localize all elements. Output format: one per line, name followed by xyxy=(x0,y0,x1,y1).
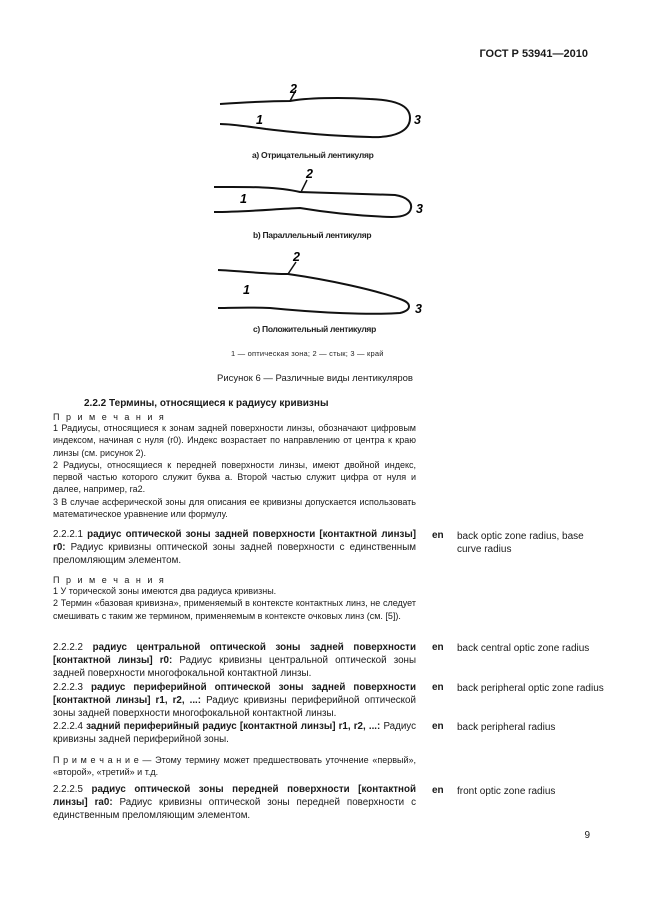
english-equivalent: back optic zone radius, base curve radius xyxy=(457,531,584,555)
standard-code: ГОСТ Р 53941—2010 xyxy=(479,48,588,60)
panel-a-caption: a) Отрицательный лентикуляр xyxy=(252,150,374,160)
figure-title: Рисунок 6 — Различные виды лентикуляров xyxy=(217,373,413,384)
term-2-2-2-5 xyxy=(53,784,416,822)
term-number: 2.2.2.1 xyxy=(53,529,83,540)
panel-b-leader xyxy=(301,180,307,192)
term-definition: Радиус кривизны задней периферийной зоны. xyxy=(53,721,416,745)
term-number: 2.2.2.3 xyxy=(53,682,83,693)
panel-c-label-2: 2 xyxy=(293,250,300,264)
note-item: 2 Термин «базовая кривизна», применяемый в контексте контактных линз, не следует смешивать с таким же термином, применяемым в контексте очковых линз (см. [5]). xyxy=(53,598,416,621)
note-item: 2 Радиусы, относящиеся к передней поверхности линзы, имеют двойной индекс, первой частью которого служит буква a. Второй частью служит цифра от нуля и далее, например, ra2. xyxy=(53,459,416,495)
term-name: радиус центральной оптической зоны задней поверхности [контактной линзы] r0: xyxy=(53,642,416,666)
term-name: радиус оптической зоны задней поверхности [контактной линзы] r0: xyxy=(53,529,416,553)
page-number: 9 xyxy=(584,830,590,841)
panel-c-caption: c) Положительный лентикуляр xyxy=(253,324,376,334)
term-definition: Радиус кривизны оптической зоны задней поверхности с единственным преломляющим элементом. xyxy=(53,541,416,566)
panel-b-label-1: 1 xyxy=(240,192,247,206)
panel-a-label-2: 2 xyxy=(290,82,297,96)
lang-code: en xyxy=(432,642,444,653)
term-name: задний периферийный радиус [контактной линзы] r1, r2, ...: xyxy=(86,721,381,732)
figure-legend: 1 — оптическая зона; 2 — стык; 3 — край xyxy=(231,349,384,358)
panel-a-drawing xyxy=(220,90,410,137)
panel-b-label-3: 3 xyxy=(416,202,423,216)
panel-b-caption: b) Параллельный лентикуляр xyxy=(253,230,372,240)
lenticular-figure xyxy=(0,0,646,370)
term-definition: Радиус кривизны оптической зоны передней поверхности с единственным преломляющим элементом. xyxy=(53,796,416,821)
notes-block-2 xyxy=(53,575,416,622)
term-2-2-2-2 xyxy=(53,642,416,680)
notes-heading: П р и м е ч а н и я xyxy=(53,575,166,585)
note-item: 1 Радиусы, относящиеся к зонам задней поверхности линзы, обозначают цифровым индексом, начиная с нуля (r0). Индекс возрастает по направлению от центра к краю линзы (см. рисунок 2). xyxy=(53,423,416,458)
section-title: 2.2.2 Термины, относящиеся к радиусу кривизны xyxy=(84,398,329,409)
term-2-2-2-1 xyxy=(53,529,416,567)
term-name: радиус периферийной оптической зоны задней поверхности [контактной линзы] r1, r2, ...: xyxy=(53,682,416,706)
lang-code: en xyxy=(432,785,444,796)
note-item: 3 В случае асферической зоны для описания ее кривизны допускается использовать математическое уравнение или формулу. xyxy=(53,496,416,520)
lang-code: en xyxy=(432,721,444,732)
panel-b-label-2: 2 xyxy=(306,167,313,181)
notes-block-1 xyxy=(53,412,416,520)
lang-code: en xyxy=(432,682,444,693)
panel-a-label-1: 1 xyxy=(256,113,263,127)
term-definition: Радиус кривизны периферийной оптической зоны задней поверхности многофокальной контактной линзы. xyxy=(53,694,416,719)
panel-c-label-1: 1 xyxy=(243,283,250,297)
english-equivalent: back central optic zone radius xyxy=(457,643,590,654)
panel-c-label-3: 3 xyxy=(415,302,422,316)
lang-code: en xyxy=(432,530,444,541)
term-2-2-2-4 xyxy=(53,721,416,747)
term-2-2-2-3 xyxy=(53,682,416,720)
term-number: 2.2.2.4 xyxy=(53,721,83,732)
english-equivalent: back peripheral radius xyxy=(457,722,556,733)
term-definition: Радиус кривизны центральной оптической зоны задней поверхности многофокальной контактной линзы. xyxy=(53,654,416,679)
term-name: радиус оптической зоны передней поверхности [контактной линзы] ra0: xyxy=(53,784,416,808)
panel-a-label-3: 3 xyxy=(414,113,421,127)
notes-heading: П р и м е ч а н и я xyxy=(53,412,166,422)
note-single: П р и м е ч а н и е — Этому термину может предшествовать уточнение «первый», «второй», «третий» и т.д. xyxy=(53,755,416,778)
note-item: 1 У торической зоны имеются два радиуса кривизны. xyxy=(53,586,277,596)
english-equivalent: front optic zone radius xyxy=(457,786,556,797)
term-number: 2.2.2.5 xyxy=(53,784,83,795)
term-number: 2.2.2.2 xyxy=(53,642,83,653)
english-equivalent: back peripheral optic zone radius xyxy=(457,683,604,694)
panel-a-outline xyxy=(220,98,410,137)
